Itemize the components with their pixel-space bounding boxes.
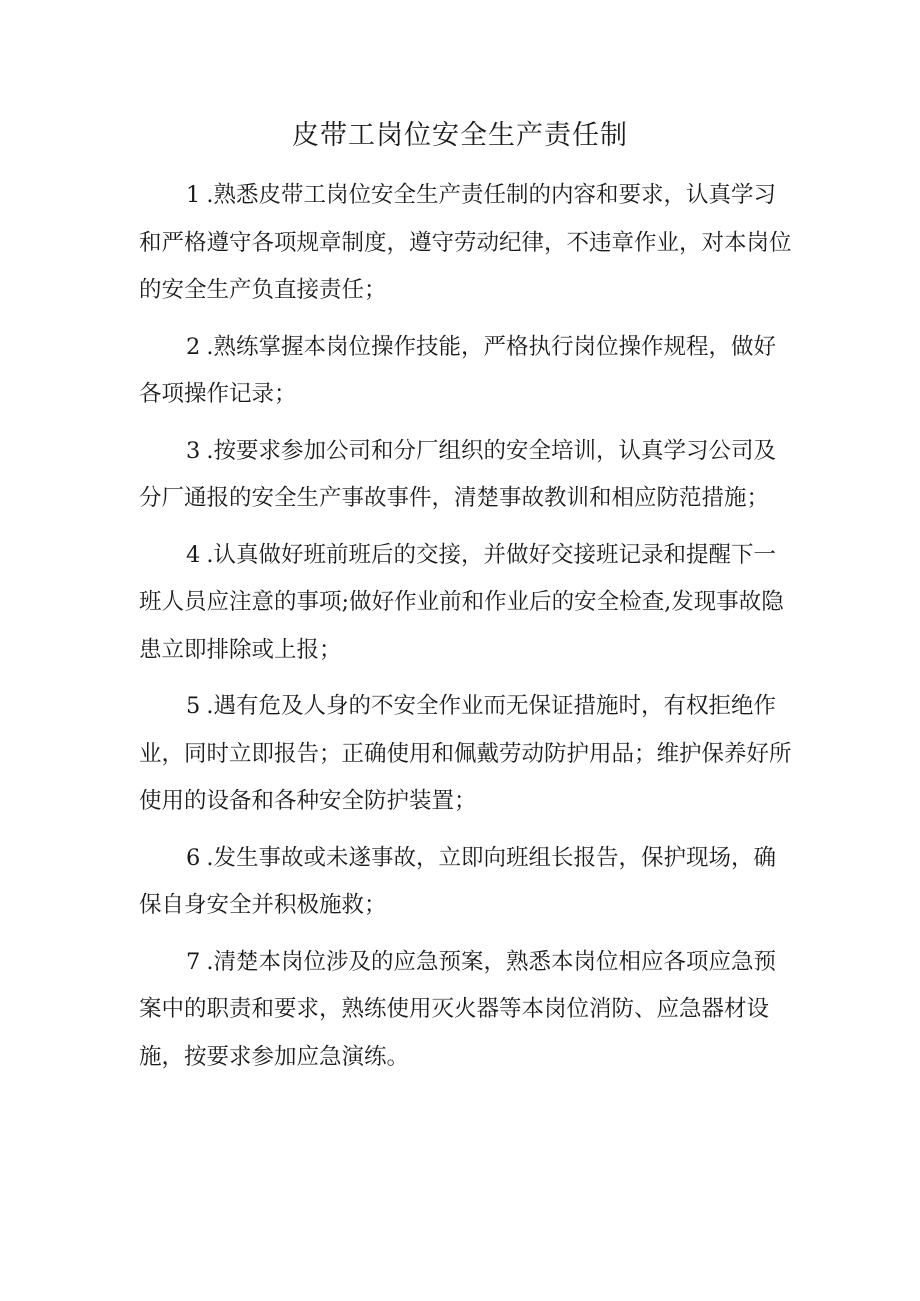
item-text: .清楚本岗位涉及的应急预案，熟悉本岗位相应各项应急预案中的职责和要求，熟练使用灭火器等本岗位消防、应急器材设施，按要求参加应急演练。	[139, 948, 776, 1070]
item-number: 1	[186, 182, 201, 208]
item-text: .熟悉皮带工岗位安全生产责任制的内容和要求，认真学习和严格遵守各项规章制度，遵守劳动纪律，不违章作业，对本岗位的安全生产负直接责任；	[139, 182, 792, 303]
item-number: 2	[186, 333, 201, 360]
item-number: 7	[186, 948, 201, 975]
document-body	[139, 172, 795, 1090]
list-item	[139, 532, 795, 675]
item-number: 3	[186, 437, 201, 464]
item-text: .发生事故或未遂事故，立即向班组长报告，保护现场，确保自身安全并积极施救；	[139, 844, 776, 918]
list-item	[139, 683, 795, 826]
list-item	[139, 172, 795, 315]
item-text: .熟练掌握本岗位操作技能，严格执行岗位操作规程，做好各项操作记录；	[139, 333, 776, 407]
item-text: .遇有危及人身的不安全作业而无保证措施时，有权拒绝作业，同时立即报告；正确使用和佩戴劳动防护用品；维护保养好所使用的设备和各种安全防护装置；	[139, 693, 792, 814]
document-title: 皮带工岗位安全生产责任制	[292, 120, 628, 151]
item-number: 4	[186, 541, 201, 568]
list-item	[139, 939, 795, 1082]
list-item	[139, 324, 795, 419]
list-item	[139, 835, 795, 930]
item-number: 6	[186, 844, 201, 871]
item-text: .按要求参加公司和分厂组织的安全培训，认真学习公司及分厂通报的安全生产事故事件，清楚事故教训和相应防范措施；	[139, 437, 776, 511]
item-text: .认真做好班前班后的交接，并做好交接班记录和提醒下一班人员应注意的事项;做好作业前和作业后的安全检查,发现事故隐患立即排除或上报；	[139, 541, 784, 663]
list-item	[139, 428, 795, 523]
item-number: 5	[186, 693, 201, 719]
